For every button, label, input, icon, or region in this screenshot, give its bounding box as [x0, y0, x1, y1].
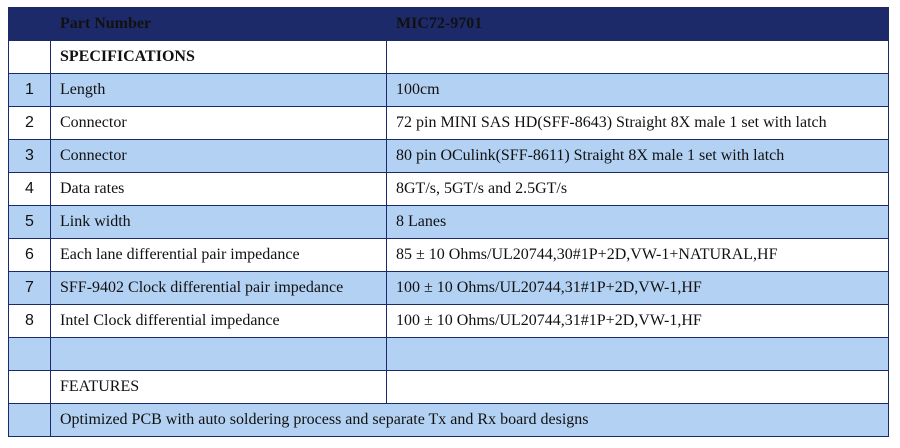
table-row — [9, 272, 889, 305]
empty-row — [9, 338, 889, 371]
row-number: 4 — [9, 173, 51, 206]
row-value: 100 ± 10 Ohms/UL20744,31#1P+2D,VW-1,HF — [387, 272, 889, 305]
header-value: MIC72-9701 — [387, 8, 889, 41]
row-number: 3 — [9, 140, 51, 173]
row-number: 7 — [9, 272, 51, 305]
features-row — [9, 371, 889, 404]
features-text-num-cell — [9, 404, 51, 437]
row-number: 6 — [9, 239, 51, 272]
features-label: FEATURES — [51, 371, 387, 404]
spec-table — [8, 7, 889, 437]
features-text: Optimized PCB with auto soldering process and separate Tx and Rx board designs — [51, 404, 889, 437]
row-name: Connector — [51, 140, 387, 173]
row-name: Connector — [51, 107, 387, 140]
row-name: Each lane differential pair impedance — [51, 239, 387, 272]
features-num-cell — [9, 371, 51, 404]
specifications-value-cell — [387, 41, 889, 74]
row-value: 72 pin MINI SAS HD(SFF-8643) Straight 8X male 1 set with latch — [387, 107, 889, 140]
row-name: SFF-9402 Clock differential pair impedance — [51, 272, 387, 305]
specifications-label: SPECIFICATIONS — [51, 41, 387, 74]
row-number: 8 — [9, 305, 51, 338]
table-row — [9, 107, 889, 140]
table-row — [9, 239, 889, 272]
row-value: 100 ± 10 Ohms/UL20744,31#1P+2D,VW-1,HF — [387, 305, 889, 338]
empty-name-cell — [51, 338, 387, 371]
header-label: Part Number — [51, 8, 387, 41]
row-value: 8GT/s, 5GT/s and 2.5GT/s — [387, 173, 889, 206]
row-number: 2 — [9, 107, 51, 140]
row-name: Length — [51, 74, 387, 107]
features-value-cell — [387, 371, 889, 404]
row-number: 5 — [9, 206, 51, 239]
row-value: 100cm — [387, 74, 889, 107]
empty-value-cell — [387, 338, 889, 371]
header-num-cell — [9, 8, 51, 41]
table-row — [9, 305, 889, 338]
table-row — [9, 140, 889, 173]
table-row — [9, 74, 889, 107]
specifications-num-cell — [9, 41, 51, 74]
header-row — [9, 8, 889, 41]
table-row — [9, 173, 889, 206]
features-text-row — [9, 404, 889, 437]
row-number: 1 — [9, 74, 51, 107]
specifications-row — [9, 41, 889, 74]
empty-num-cell — [9, 338, 51, 371]
row-value: 85 ± 10 Ohms/UL20744,30#1P+2D,VW-1+NATURAL,HF — [387, 239, 889, 272]
row-value: 80 pin OCulink(SFF-8611) Straight 8X male 1 set with latch — [387, 140, 889, 173]
table-row — [9, 206, 889, 239]
row-name: Link width — [51, 206, 387, 239]
row-name: Intel Clock differential impedance — [51, 305, 387, 338]
row-value: 8 Lanes — [387, 206, 889, 239]
row-name: Data rates — [51, 173, 387, 206]
